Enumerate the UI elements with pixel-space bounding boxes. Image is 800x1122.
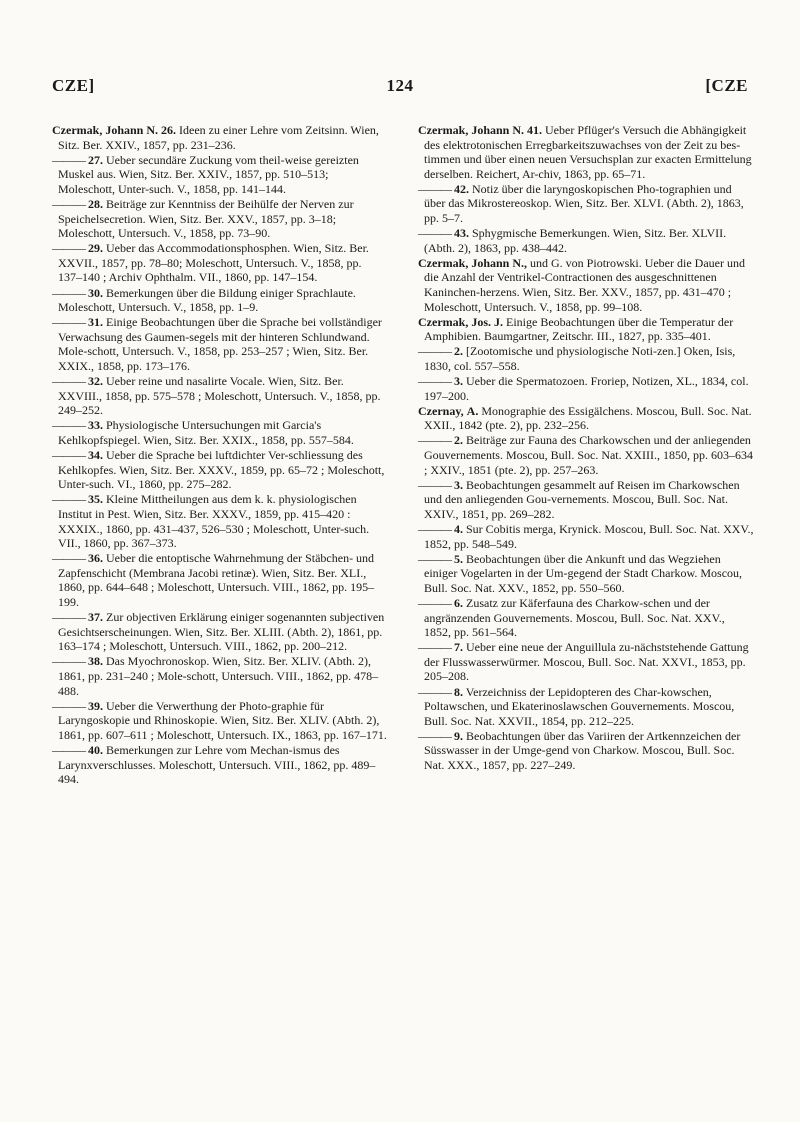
- entry-text: Monographie des Essigälchens. Moscou, Bull. Soc. Nat. XXII., 1842 (pte. 2), pp. 232–256.: [424, 403, 752, 433]
- entry-number: 6.: [454, 596, 463, 610]
- entry-author: Czermak,: [418, 123, 469, 137]
- ditto-dash: ———: [418, 181, 451, 196]
- ditto-dash: ———: [52, 551, 85, 566]
- entry-number: 26.: [161, 123, 177, 137]
- entry-text: Einige Beobachtungen über die Sprache bei vollständiger Verwachsung des Gaumen-segels mit der hinteren Schlundwand. Mole-schott, Untersuch. V., 1858, pp. 253–257 ; Wien, Sitz. Ber. XXIX., 1858, pp. 173–176.: [58, 315, 382, 373]
- entry-number: 9.: [454, 728, 463, 743]
- bibliography-entry: [52, 153, 388, 197]
- entry-author-given: Jos. J.: [471, 314, 503, 329]
- entry-number: 43.: [454, 226, 469, 241]
- ditto-dash: ———: [418, 344, 451, 359]
- ditto-dash: ———: [52, 241, 85, 256]
- ditto-dash: ———: [52, 285, 85, 300]
- bibliography-entry: [52, 123, 388, 152]
- entry-number: 40.: [88, 742, 103, 757]
- ditto-dash: ———: [52, 418, 85, 433]
- ditto-dash: ———: [52, 654, 85, 669]
- entry-number: 7.: [454, 640, 463, 655]
- bibliography-entry: [52, 743, 388, 787]
- bibliography-entry: [52, 551, 388, 609]
- entry-text: Ueber das Accommodationsphosphen. Wien, Sitz. Ber. XXVII., 1857, pp. 78–80; Moleschott, Untersuch. V., 1858, pp. 137–140 ; Archiv Ophthalm. VII., 1860, pp. 147–154.: [58, 241, 369, 285]
- ditto-dash: ———: [52, 152, 85, 167]
- bibliography-entry: [52, 241, 388, 285]
- entry-text: Ideen zu einer Lehre vom Zeitsinn. Wien, Sitz. Ber. XXIV., 1857, pp. 231–236.: [58, 123, 379, 152]
- entry-text: Physiologische Untersuchungen mit Garcia's Kehlkopfspiegel. Wien, Sitz. Ber. XXIX., 1858, pp. 557–584.: [58, 418, 354, 447]
- entry-text: Beiträge zur Fauna des Charkowschen und der anliegenden Gouvernements. Moscou, Bull. Soc. Nat. XXIII., 1850, pp. 603–634 ; XXIV., 1851 (pte. 2), pp. 257–263.: [424, 433, 753, 477]
- entry-number: 30.: [88, 285, 103, 300]
- entry-text: Bemerkungen zur Lehre vom Mechan-ismus des Larynxverschlusses. Moleschott, Untersuch. VIII., 1862, pp. 489–494.: [58, 742, 376, 787]
- bibliography-entry: [418, 478, 754, 522]
- entry-text: Bemerkungen über die Bildung einiger Sprachlaute. Moleschott, Untersuch. V., 1858, pp. 1–9.: [58, 285, 356, 315]
- right-column: [418, 123, 754, 787]
- entry-number: 31.: [88, 315, 103, 330]
- bibliography-entry: [52, 315, 388, 373]
- ditto-dash: ———: [418, 684, 451, 699]
- entry-author: Czernay,: [418, 403, 464, 418]
- entry-number: 34.: [88, 448, 103, 463]
- entry-text: Beiträge zur Kenntniss der Beihülfe der Nerven zur Speichelsecretion. Wien, Sitz. Ber. XXV., 1857, pp. 3–18; Moleschott, Untersuch. V., 1858, pp. 73–90.: [58, 196, 354, 241]
- entry-text: Ueber eine neue der Anguillula zu-nächststehende Gattung der Flusswasserwürmer. Moscou, Bull. Soc. Nat. XXVI., 1853, pp. 205–208.: [424, 640, 749, 684]
- entry-author-given: Johann N.,: [471, 255, 528, 270]
- bibliography-entry: [418, 344, 754, 373]
- bibliography-entry: [52, 418, 388, 447]
- entry-number: 39.: [88, 698, 103, 713]
- ditto-dash: ———: [418, 522, 451, 537]
- entry-text: Kleine Mittheilungen aus dem k. k. physiologischen Institut in Pest. Wien, Sitz. Ber. XXXV., 1859, pp. 415–420 : XXXIX., 1860, pp. 431–437, 526–530 ; Moleschott, Unter-such. VII., 1860, pp. 367–373.: [58, 492, 370, 551]
- bibliography-entry: [418, 256, 754, 314]
- entry-number: 5.: [454, 551, 463, 566]
- entry-number: 38.: [88, 654, 103, 669]
- ditto-dash: ———: [52, 315, 85, 330]
- entry-number: 33.: [88, 418, 103, 433]
- ditto-dash: ———: [418, 226, 451, 241]
- entry-text: Ueber Pflüger's Versuch die Abhängigkeit des elektrotonischen Erregbarkeitszuwachses von der Zeit zu bes-timmen und über einen neuen Versuchsplan zur exacten Ermittelung derselben. Reichert, Ar-chiv, 1863, pp. 65–71.: [424, 123, 752, 181]
- bibliography-entry: [52, 197, 388, 241]
- bibliography-entry: [418, 374, 754, 403]
- entry-text: Beobachtungen über die Ankunft und das Wegziehen einiger Vogelarten in der Um-gegend der Stadt Charkow. Moscou, Bull. Soc. Nat. XXV., 1852, pp. 550–560.: [424, 551, 743, 595]
- running-head-right: [CZE: [705, 76, 748, 95]
- entry-number: 3.: [454, 477, 463, 492]
- entry-number: 8.: [454, 684, 463, 699]
- ditto-dash: ———: [52, 698, 85, 713]
- ditto-dash: ———: [418, 433, 451, 448]
- bibliography-entry: [52, 610, 388, 654]
- entry-number: 36.: [88, 551, 103, 566]
- left-column: [52, 123, 388, 787]
- entry-text: Ueber die Verwerthung der Photo-graphie für Laryngoskopie und Rhinoskopie. Wien, Sitz. Ber. XLIV. (Abth. 2), 1861, pp. 607–611 ; Moleschott, Untersuch. IX., 1863, pp. 167–171.: [58, 698, 387, 742]
- bibliography-columns: [52, 123, 754, 787]
- entry-text: Zusatz zur Käferfauna des Charkow-schen und der angränzenden Gouvernements. Moscou, Bull. Soc. Nat. XXV., 1852, pp. 561–564.: [424, 596, 725, 640]
- entry-text: Ueber secundäre Zuckung vom theil-weise gereizten Muskel aus. Wien, Sitz. Ber. XXIV., 1857, pp. 510–513; Moleschott, Unter-such. V., 1858, pp. 141–144.: [58, 152, 359, 196]
- bibliography-entry: [418, 640, 754, 684]
- entry-author: Czermak,: [418, 255, 469, 270]
- running-head: [52, 76, 748, 96]
- entry-text: Sur Cobitis merga, Krynick. Moscou, Bull. Soc. Nat. XXV., 1852, pp. 548–549.: [424, 522, 754, 551]
- entry-text: und G. von Piotrowski. Ueber die Dauer und die Anzahl der Ventrikel-Contractionen des ausgeschnittenen Kaninchen-herzens. Wien, Sitz. Ber. XXV., 1857, pp. 431–470 ; Moleschott, Untersuch. V., 1858, pp. 99–108.: [424, 255, 745, 314]
- ditto-dash: ———: [52, 492, 85, 507]
- entry-number: 2.: [454, 433, 463, 448]
- bibliography-entry: [418, 729, 754, 773]
- entry-text: Zur objectiven Erklärung einiger sogenannten subjectiven Gesichtserscheinungen. Wien, Sitz. Ber. XLIII. (Abth. 2), 1861, pp. 163–174 ; Moleschott, Untersuch. VIII., 1862, pp. 200–212.: [58, 610, 385, 654]
- page-number: 124: [386, 76, 414, 95]
- entry-text: Ueber die entoptische Wahrnehmung der Stäbchen- und Zapfenschicht (Membrana Jacobi retinæ). Wien, Sitz. Ber. XLI., 1860, pp. 644–648 ; Moleschott, Untersuch. VIII., 1862, pp. 195–199.: [58, 551, 375, 609]
- entry-number: 35.: [88, 492, 103, 507]
- entry-text: Beobachtungen über das Variiren der Artkennzeichen der Süsswasser in der Umge-gend von Charkow. Moscou, Bull. Soc. Nat. XXX., 1857, pp. 227–249.: [424, 728, 741, 773]
- entry-number: 2.: [454, 344, 463, 359]
- bibliography-entry: [52, 699, 388, 743]
- ditto-dash: ———: [52, 448, 85, 463]
- bibliography-entry: [52, 448, 388, 492]
- entry-text: Ueber die Spermatozoen. Froriep, Notizen, XL., 1834, col. 197–200.: [424, 374, 749, 403]
- entry-author-given: A.: [466, 403, 479, 418]
- entry-number: 27.: [88, 152, 103, 167]
- ditto-dash: ———: [418, 551, 451, 566]
- entry-author-given: Johann N.: [471, 123, 525, 137]
- entry-author: Czermak,: [418, 314, 469, 329]
- entry-number: 32.: [88, 374, 103, 389]
- entry-author: Czermak,: [52, 123, 103, 137]
- bibliography-entry: [418, 226, 754, 255]
- entry-text: Sphygmische Bemerkungen. Wien, Sitz. Ber. XLVII. (Abth. 2), 1863, pp. 438–442.: [424, 226, 727, 255]
- bibliography-entry: [418, 685, 754, 729]
- bibliography-entry: [418, 404, 754, 433]
- ditto-dash: ———: [418, 596, 451, 610]
- bibliography-entry: [418, 433, 754, 477]
- entry-number: 28.: [88, 196, 103, 211]
- ditto-dash: ———: [418, 640, 451, 655]
- entry-number: 3.: [454, 374, 463, 389]
- entry-text: Verzeichniss der Lepidopteren des Char-kowschen, Poltawschen, und Ekaterinoslawschen Gouvernements. Moscou, Bull. Soc. Nat. XXVII., 1854, pp. 212–225.: [424, 684, 735, 728]
- bibliography-entry: [418, 552, 754, 596]
- ditto-dash: ———: [418, 477, 451, 492]
- entry-text: Ueber reine und nasalirte Vocale. Wien, Sitz. Ber. XXVIII., 1858, pp. 575–578 ; Moleschott, Untersuch. V., 1858, pp. 249–252.: [58, 374, 381, 418]
- bibliography-entry: [418, 522, 754, 551]
- entry-text: Ueber die Sprache bei luftdichter Ver-schliessung des Kehlkopfes. Wien, Sitz. Ber. XXXV., 1859, pp. 65–72 ; Moleschott, Unter-such. VI., 1860, pp. 275–282.: [58, 448, 385, 492]
- entry-number: 4.: [454, 522, 463, 537]
- entry-author-given: Johann N.: [105, 123, 159, 137]
- bibliography-entry: [418, 182, 754, 226]
- entry-text: Das Myochronoskop. Wien, Sitz. Ber. XLIV. (Abth. 2), 1861, pp. 231–240 ; Mole-schott, Untersuch. VIII., 1862, pp. 478–488.: [58, 654, 379, 698]
- entry-number: 29.: [88, 241, 103, 256]
- ditto-dash: ———: [418, 728, 451, 743]
- ditto-dash: ———: [52, 742, 85, 757]
- entry-text: Einige Beobachtungen über die Temperatur der Amphibien. Baumgartner, Zeitschr. III., 1827, pp. 335–401.: [424, 314, 734, 344]
- bibliography-entry: [418, 123, 754, 181]
- bibliography-entry: [418, 315, 754, 344]
- entry-number: 37.: [88, 610, 103, 625]
- bibliography-entry: [52, 286, 388, 315]
- ditto-dash: ———: [418, 374, 451, 389]
- ditto-dash: ———: [52, 610, 85, 625]
- entry-number: 42.: [454, 181, 469, 196]
- running-head-left: CZE]: [52, 76, 95, 95]
- ditto-dash: ———: [52, 196, 85, 211]
- entry-number: 41.: [527, 123, 543, 137]
- entry-text: Notiz über die laryngoskopischen Pho-tographien und über das Mikrostereoskop. Wien, Sitz. Ber. XLVI. (Abth. 2), 1863, pp. 5–7.: [424, 181, 744, 226]
- bibliography-entry: [52, 654, 388, 698]
- bibliography-entry: [52, 492, 388, 550]
- entry-text: [Zootomische und physiologische Noti-zen.] Oken, Isis, 1830, col. 557–558.: [424, 344, 736, 373]
- bibliography-entry: [418, 596, 754, 640]
- entry-text: Beobachtungen gesammelt auf Reisen im Charkowschen und den anliegenden Gou-vernements. Moscou, Bull. Soc. Nat. XXIV., 1851, pp. 269–282.: [424, 477, 740, 521]
- bibliography-entry: [52, 374, 388, 418]
- ditto-dash: ———: [52, 374, 85, 389]
